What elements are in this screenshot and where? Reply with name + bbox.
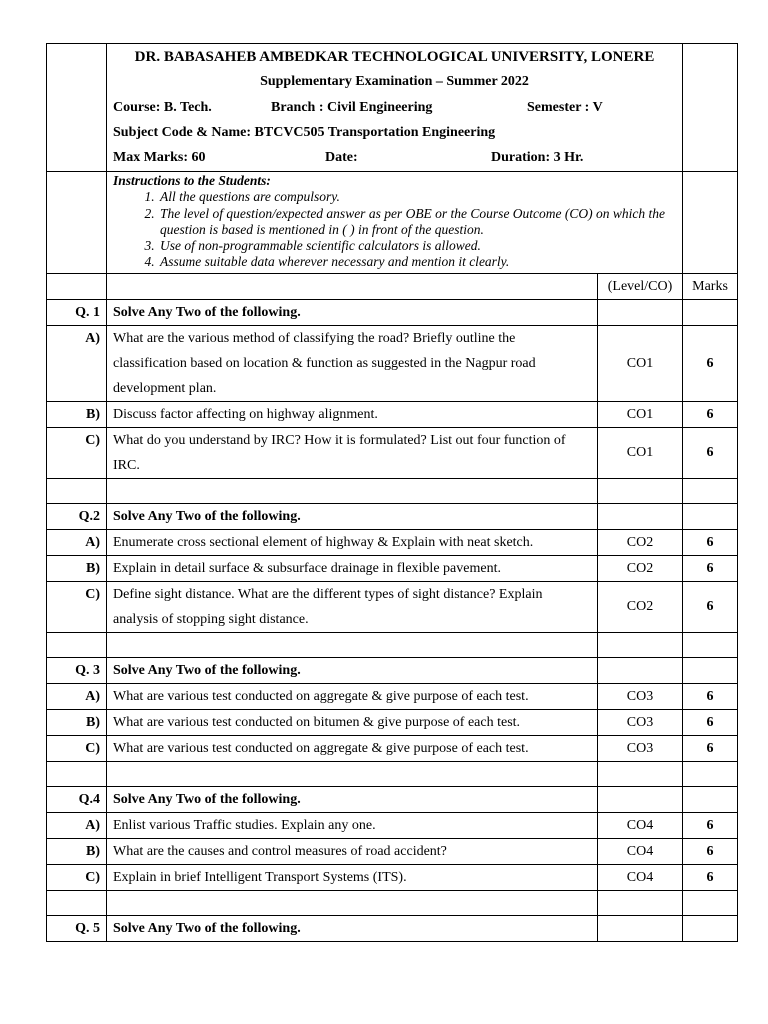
question-heading: Solve Any Two of the following. (107, 503, 598, 529)
part-co: CO4 (598, 838, 683, 864)
max-marks: Max Marks: 60 (113, 150, 206, 165)
part-marks: 6 (683, 838, 738, 864)
question-part-row (47, 735, 738, 761)
empty-cell (598, 657, 683, 683)
part-label: B) (47, 838, 107, 864)
question-heading: Solve Any Two of the following. (107, 657, 598, 683)
instruction-item: 1. All the questions are compulsory. (158, 189, 676, 205)
instruction-item: 3. Use of non-programmable scientific calculators is allowed. (158, 238, 676, 254)
part-marks: 6 (683, 581, 738, 632)
branch: Branch : Civil Engineering (271, 100, 433, 115)
question-part-row (47, 529, 738, 555)
question-part-row (47, 581, 738, 632)
part-label: A) (47, 325, 107, 401)
empty-cell (47, 632, 107, 657)
part-text: What are various test conducted on aggregate & give purpose of each test. (107, 683, 598, 709)
part-co: CO1 (598, 325, 683, 401)
question-part-row (47, 709, 738, 735)
part-text: Discuss factor affecting on highway alignment. (107, 401, 598, 427)
question-heading: Solve Any Two of the following. (107, 915, 598, 941)
part-text: What are various test conducted on aggregate & give purpose of each test. (107, 735, 598, 761)
part-text: What are various test conducted on bitumen & give purpose of each test. (107, 709, 598, 735)
duration: Duration: 3 Hr. (491, 150, 584, 165)
empty-cell (107, 761, 598, 786)
part-co: CO2 (598, 529, 683, 555)
question-heading-row (47, 657, 738, 683)
question-number: Q. 1 (47, 299, 107, 325)
question-part-row (47, 864, 738, 890)
question-part-row (47, 427, 738, 478)
part-co: CO1 (598, 427, 683, 478)
instruction-item: 4. Assume suitable data wherever necessary and mention it clearly. (158, 254, 676, 270)
empty-cell (598, 503, 683, 529)
part-label: A) (47, 683, 107, 709)
part-marks: 6 (683, 709, 738, 735)
part-label: A) (47, 812, 107, 838)
question-part-row (47, 555, 738, 581)
empty-cell (683, 657, 738, 683)
part-marks: 6 (683, 683, 738, 709)
part-label: C) (47, 427, 107, 478)
empty-cell (107, 632, 598, 657)
empty-cell (598, 478, 683, 503)
part-text: What are the causes and control measures of road accident? (107, 838, 598, 864)
part-marks: 6 (683, 555, 738, 581)
question-part-row (47, 838, 738, 864)
empty-cell (107, 890, 598, 915)
part-text: Define sight distance. What are the different types of sight distance? Explain analysis of stopping sight distance. (107, 581, 598, 632)
empty-cell (598, 786, 683, 812)
part-text: Explain in detail surface & subsurface drainage in flexible pavement. (107, 555, 598, 581)
spacer-row (47, 478, 738, 503)
part-label: B) (47, 555, 107, 581)
course: Course: B. Tech. (113, 100, 212, 115)
part-marks: 6 (683, 325, 738, 401)
part-text: Enumerate cross sectional element of highway & Explain with neat sketch. (107, 529, 598, 555)
question-heading-row (47, 786, 738, 812)
part-co: CO2 (598, 555, 683, 581)
instructions-title: Instructions to the Students: (113, 173, 271, 188)
empty-cell (598, 299, 683, 325)
part-label: C) (47, 735, 107, 761)
exam-name: Supplementary Examination – Summer 2022 (260, 74, 529, 89)
question-number: Q.2 (47, 503, 107, 529)
header-block (107, 44, 683, 172)
part-co: CO4 (598, 812, 683, 838)
empty-cell (47, 478, 107, 503)
empty-cell (683, 890, 738, 915)
part-text: What are the various method of classifying the road? Briefly outline the classification based on location & function as suggested in the Nagpur road development plan. (107, 325, 598, 401)
part-text: What do you understand by IRC? How it is formulated? List out four function of IRC. (107, 427, 598, 478)
part-marks: 6 (683, 401, 738, 427)
empty-cell (47, 890, 107, 915)
question-heading-row (47, 915, 738, 941)
empty-cell (683, 299, 738, 325)
semester: Semester : V (527, 100, 603, 115)
empty-cell (598, 761, 683, 786)
empty-cell (683, 478, 738, 503)
part-marks: 6 (683, 735, 738, 761)
spacer-row (47, 632, 738, 657)
instruction-item: 2. The level of question/expected answer as per OBE or the Course Outcome (CO) on which the question is based is mentioned in ( ) in front of the question. (158, 206, 676, 239)
spacer-row (47, 761, 738, 786)
part-text: Explain in brief Intelligent Transport Systems (ITS). (107, 864, 598, 890)
empty-cell (47, 761, 107, 786)
marks-header: Marks (683, 273, 738, 299)
exam-paper-table (46, 43, 738, 942)
university-name: DR. BABASAHEB AMBEDKAR TECHNOLOGICAL UNIVERSITY, LONERE (134, 49, 655, 65)
part-co: CO4 (598, 864, 683, 890)
exam-date: Date: (325, 150, 358, 165)
instructions (107, 172, 683, 274)
instructions-row (47, 172, 738, 274)
part-co: CO3 (598, 709, 683, 735)
empty-cell (683, 503, 738, 529)
marks-line (113, 145, 676, 171)
spacer-row (47, 890, 738, 915)
question-part-row (47, 812, 738, 838)
part-co: CO3 (598, 735, 683, 761)
level-co-header: (Level/CO) (598, 273, 683, 299)
instructions-list (113, 189, 676, 270)
question-heading: Solve Any Two of the following. (107, 299, 598, 325)
empty-cell (683, 761, 738, 786)
part-marks: 6 (683, 812, 738, 838)
part-text: Enlist various Traffic studies. Explain any one. (107, 812, 598, 838)
part-co: CO2 (598, 581, 683, 632)
question-number: Q.4 (47, 786, 107, 812)
empty-cell (598, 890, 683, 915)
empty-cell (598, 915, 683, 941)
empty-cell (683, 915, 738, 941)
empty-cell (683, 786, 738, 812)
part-label: C) (47, 581, 107, 632)
part-label: C) (47, 864, 107, 890)
empty-cell (683, 632, 738, 657)
question-number: Q. 3 (47, 657, 107, 683)
empty-cell (107, 478, 598, 503)
part-label: A) (47, 529, 107, 555)
part-label: B) (47, 709, 107, 735)
course-line (113, 95, 676, 121)
part-marks: 6 (683, 864, 738, 890)
question-part-row (47, 325, 738, 401)
part-marks: 6 (683, 427, 738, 478)
subject: Subject Code & Name: BTCVC505 Transportation Engineering (113, 125, 496, 140)
question-number: Q. 5 (47, 915, 107, 941)
question-part-row (47, 401, 738, 427)
part-co: CO3 (598, 683, 683, 709)
question-heading-row (47, 299, 738, 325)
header-row (47, 44, 738, 172)
question-heading-row (47, 503, 738, 529)
part-marks: 6 (683, 529, 738, 555)
question-heading: Solve Any Two of the following. (107, 786, 598, 812)
part-label: B) (47, 401, 107, 427)
part-co: CO1 (598, 401, 683, 427)
column-header-row (47, 273, 738, 299)
empty-cell (598, 632, 683, 657)
question-part-row (47, 683, 738, 709)
